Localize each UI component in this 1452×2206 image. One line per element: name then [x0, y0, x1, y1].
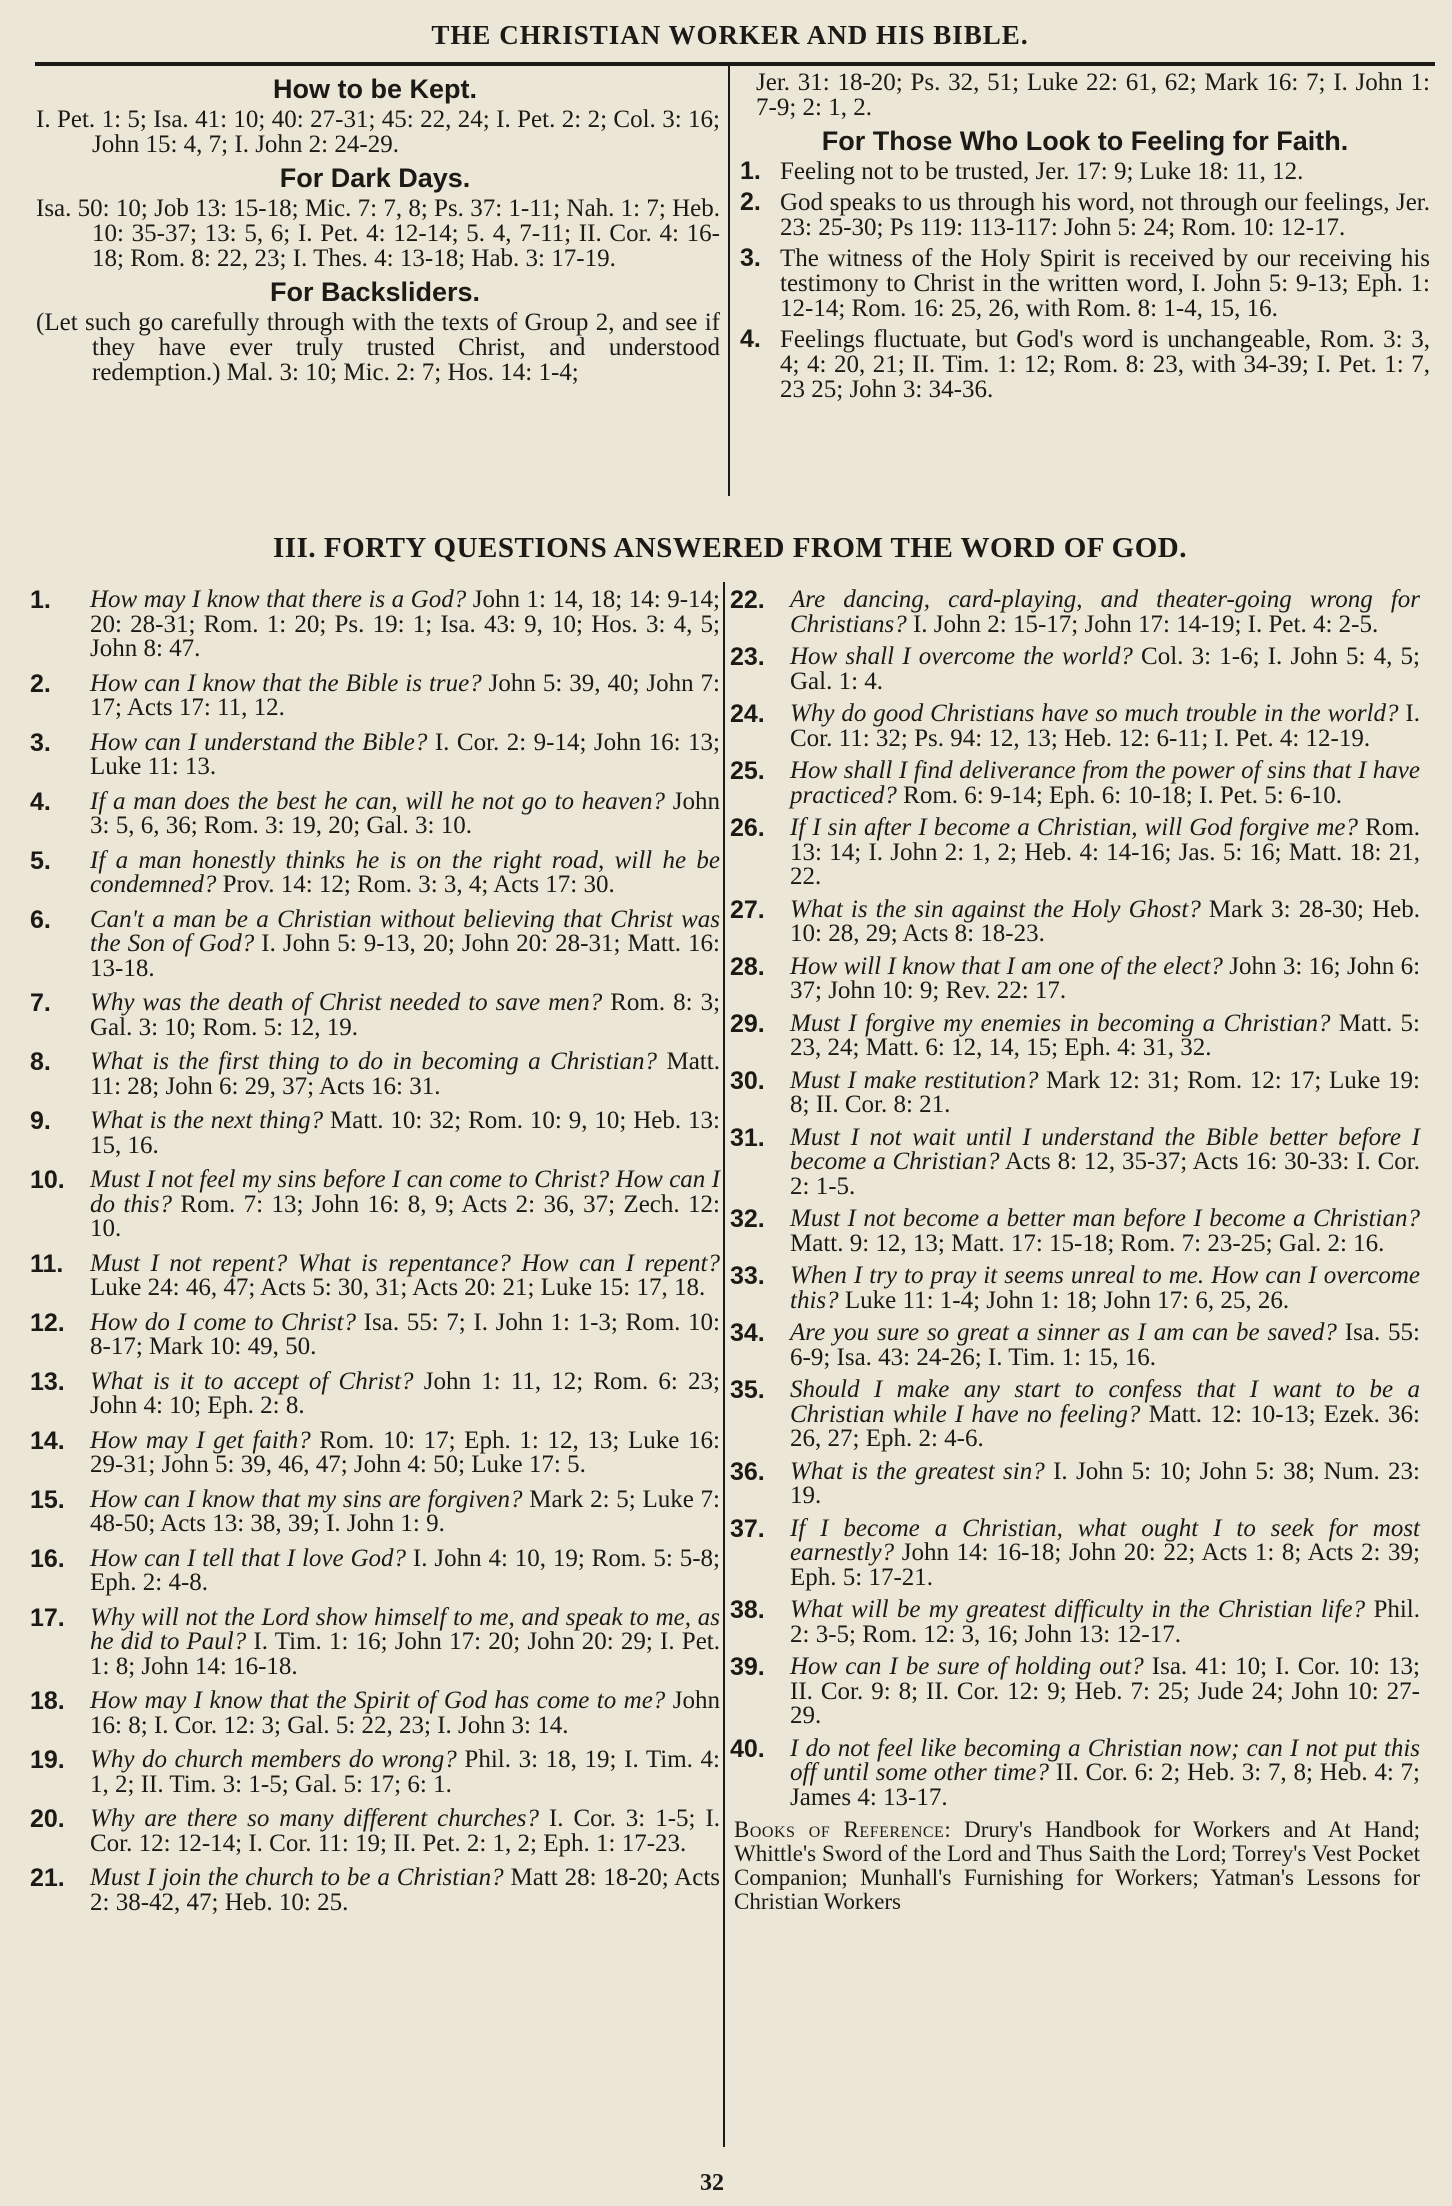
question-text: How can I know that the Bible is true? [90, 669, 482, 697]
question-references: I. John 4: 10, 19; Rom. 5: 5-8; Eph. 2: 4-8. [90, 1544, 720, 1596]
question-body [790, 895, 1420, 947]
question-text: Must I not feel my sins before I can come to Christ? How can I do this? [90, 1166, 720, 1218]
top-right-column [740, 70, 1430, 408]
question-item [730, 1514, 1420, 1591]
feeling-item [740, 246, 1430, 321]
item-text: Feelings fluctuate, but God's word is unchangeable, Rom. 3: 3, 4; 4: 20, 21; II. Tim. 1: 12; Rom. 8: 23, with 34-39; I. Pet. 1: 7, 23 25; John 3: 34-36. [780, 326, 1430, 403]
question-body [790, 1598, 1420, 1647]
question-number: 12. [30, 1308, 65, 1337]
question-text: Can't a man be a Christian without believing that Christ was the Son of God? [90, 905, 720, 957]
question-text: Why was the death of Christ needed to save men? [90, 989, 603, 1016]
question-item [730, 588, 1420, 637]
top-left-column [30, 70, 720, 391]
question-references: I. Cor. 3: 1-5; I. Cor. 12: 12-14; I. Cor. 11: 19; II. Pet. 2: 1, 2; Eph. 1: 17-23. [90, 1805, 721, 1857]
question-item [30, 1426, 720, 1478]
question-text: Must I make restitution? [790, 1066, 1039, 1094]
question-item [730, 816, 1420, 890]
question-references: Phil. 3: 18, 19; I. Tim. 4: 1, 2; II. Tim. 3: 1-5; Gal. 5: 17; 6: 1. [90, 1746, 720, 1798]
question-number: 28. [730, 952, 765, 981]
question-text: If I become a Christian, what ought I to seek for most earnestly? [790, 1514, 1420, 1566]
question-number: 2. [30, 669, 51, 698]
question-text: Are you sure so great a sinner as I am can be saved? [790, 1319, 1337, 1346]
question-item [730, 1378, 1420, 1452]
dark-days-heading: For Dark Days. [279, 163, 471, 193]
questions-left-column [30, 588, 720, 1925]
question-text: Why are there so many different churches? [90, 1805, 539, 1832]
question-item [730, 1734, 1421, 1811]
item-text: Feeling not to be trusted, Jer. 17: 9; Luke 18: 11, 12. [780, 158, 1304, 185]
question-body [90, 1367, 720, 1419]
question-body [90, 1807, 720, 1856]
feeling-item [740, 190, 1430, 240]
books-of-reference [730, 1818, 1420, 1914]
question-references: Mark 2: 5; Luke 7: 48-50; Acts 13: 38, 39; I. John 1: 9. [90, 1485, 721, 1537]
question-body [90, 1485, 721, 1537]
question-text: What will be my greatest difficulty in the Christian life? [790, 1596, 1366, 1623]
question-number: 29. [730, 1009, 765, 1038]
question-text: What is the next thing? [90, 1107, 324, 1134]
question-body [90, 905, 720, 982]
question-references: John 14: 16-18; John 20: 22; Acts 1: 8; Acts 2: 39; Eph. 5: 17-21. [790, 1539, 1420, 1591]
question-number: 1. [30, 586, 51, 614]
question-references: I. Tim. 1: 16; John 17: 20; John 20: 29; I. Pet. 1: 8; John 14: 16-18. [90, 1628, 720, 1680]
item-number: 2. [740, 188, 761, 216]
question-references: Rom. 6: 9-14; Eph. 6: 10-18; I. Pet. 5: 6-10. [896, 781, 1343, 809]
question-references: II. Cor. 6: 2; Heb. 3: 7, 8; Heb. 4: 7; James 4: 13-17. [790, 1759, 1421, 1811]
question-number: 17. [30, 1603, 65, 1632]
item-number: 3. [740, 244, 761, 272]
question-text: How can I tell that I love God? [90, 1544, 407, 1572]
question-body [790, 1734, 1421, 1811]
question-item [30, 1249, 720, 1301]
question-number: 38. [730, 1596, 765, 1624]
question-item [730, 1009, 1420, 1061]
item-number: 4. [740, 325, 761, 353]
question-number: 25. [730, 757, 765, 785]
question-item [30, 1689, 720, 1738]
question-text: How can I know that my sins are forgiven? [90, 1485, 523, 1513]
backsliders-heading: For Backsliders. [269, 277, 481, 307]
question-body [90, 991, 720, 1040]
question-item [30, 991, 720, 1040]
question-references: Isa. 55: 7; I. John 1: 1-3; Rom. 10: 8-17; Mark 10: 49, 50. [90, 1308, 720, 1360]
question-body [790, 588, 1420, 637]
item-text: God speaks to us through his word, not through our feelings, Jer. 23: 25-30; Ps 119: 113-117: John 5: 24; Rom. 10: 12-17. [780, 189, 1430, 241]
kept-text: I. Pet. 1: 5; Isa. 41: 10; 40: 27-31; 45: 22, 24; I. Pet. 2: 2; Col. 3: 16; John 15: 4, 7; I. John 2: 24-29. [36, 106, 720, 158]
question-text: Must I not wait until I understand the Bible better before I become a Christian? [790, 1123, 1420, 1175]
question-references: I. Cor. 2: 9-14; John 16: 13; Luke 11: 13. [90, 728, 720, 780]
question-item [730, 1207, 1420, 1256]
question-number: 31. [730, 1123, 765, 1152]
question-body [790, 952, 1421, 1004]
question-item [30, 1485, 721, 1537]
question-text: Why do church members do wrong? [90, 1746, 457, 1773]
question-item [30, 1168, 720, 1242]
question-text: What is the first thing to do in becoming a Christian? [90, 1048, 658, 1075]
feeling-item [740, 159, 1430, 184]
question-references: John 5: 39, 40; John 7: 17; Acts 17: 11, 12. [90, 669, 721, 721]
question-references: I. John 5: 9-13, 20; John 20: 28-31; Matt. 16: 13-18. [90, 930, 720, 982]
questions-right-column [730, 588, 1420, 1914]
question-body [790, 816, 1420, 890]
question-number: 30. [730, 1066, 765, 1095]
section-title: III. FORTY QUESTIONS ANSWERED FROM THE WORD OF GOD. [273, 532, 1187, 564]
question-item [730, 1321, 1420, 1370]
question-body [90, 1308, 720, 1360]
question-references: John 3: 16; John 6: 37; John 10: 9; Rev. 22: 17. [790, 952, 1421, 1004]
question-item [30, 588, 720, 662]
question-body [90, 1426, 720, 1478]
question-number: 32. [730, 1205, 765, 1233]
question-number: 37. [730, 1514, 765, 1543]
question-references: John 3: 5, 6, 36; Rom. 3: 19, 20; Gal. 3: 10. [90, 787, 720, 839]
question-item [30, 1308, 720, 1360]
question-number: 16. [30, 1544, 65, 1573]
question-text: How shall I overcome the world? [790, 643, 1133, 670]
question-number: 5. [30, 846, 51, 875]
question-number: 24. [730, 700, 765, 728]
question-body [90, 728, 720, 780]
question-text: How shall I find deliverance from the power of sins that I have practiced? [790, 757, 1420, 809]
question-text: I do not feel like becoming a Christian now; can I not put this off until some other time? [790, 1734, 1420, 1786]
question-number: 13. [30, 1367, 65, 1396]
question-item [30, 1367, 720, 1419]
question-item [730, 1655, 1420, 1729]
question-references: Isa. 41: 10; I. Cor. 10: 13; II. Cor. 9: 8; II. Cor. 12: 9; Heb. 7: 25; Jude 24; John 10: 27-29. [790, 1653, 1420, 1729]
question-body [790, 1066, 1420, 1118]
item-text: The witness of the Holy Spirit is received by our receiving his testimony to Christ in the written word, I. John 5: 9-13; Eph. 1: 12-14; Rom. 16: 25, 26, with Rom. 8: 1-4, 15, 16. [780, 245, 1430, 322]
question-body [90, 846, 720, 898]
question-body [90, 1168, 720, 1242]
question-references: Mark 3: 28-30; Heb. 10: 28, 29; Acts 8: 18-23. [790, 895, 1420, 947]
question-item [730, 952, 1421, 1004]
question-item [30, 905, 720, 982]
question-number: 14. [30, 1426, 65, 1455]
question-text: If a man does the best he can, will he not go to heaven? [90, 787, 666, 815]
question-number: 27. [730, 895, 765, 924]
question-item [30, 1544, 720, 1596]
question-body [90, 669, 721, 721]
question-number: 22. [730, 586, 765, 614]
question-references: John 16: 8; I. Cor. 12: 3; Gal. 5: 22, 23; I. John 3: 14. [90, 1687, 720, 1739]
question-text: Why will not the Lord show himself to me, and speak to me, as he did to Paul? [90, 1603, 720, 1655]
question-references: Rom. 13: 14; I. John 2: 1, 2; Heb. 4: 14-16; Jas. 5: 16; Matt. 18: 21, 22. [790, 814, 1420, 890]
question-text: If a man honestly thinks he is on the right road, will he be condemned? [90, 846, 720, 898]
question-text: What is it to accept of Christ? [90, 1367, 414, 1395]
question-item [730, 645, 1420, 694]
question-text: How will I know that I am one of the elect? [790, 952, 1223, 980]
question-text: How can I be sure of holding out? [790, 1653, 1144, 1680]
question-references: Rom. 10: 17; Eph. 1: 12, 13; Luke 16: 29-31; John 5: 39, 46, 47; John 4: 50; Luke 17: 5. [90, 1426, 720, 1478]
question-number: 4. [30, 787, 51, 816]
head-rule [35, 62, 1435, 66]
question-references: Matt. 9: 12, 13; Matt. 17: 15-18; Rom. 7: 23-25; Gal. 2: 16. [790, 1229, 1385, 1257]
backsliders-continued-text: Jer. 31: 18-20; Ps. 32, 51; Luke 22: 61, 62; Mark 16: 7; I. John 1: 7-9; 2: 1, 2. [756, 69, 1430, 121]
question-references: Matt. 12: 10-13; Ezek. 36: 26, 27; Eph. 2: 4-6. [790, 1400, 1420, 1452]
question-references: Prov. 14: 12; Rom. 3: 3, 4; Acts 17: 30. [216, 871, 615, 898]
question-item [30, 1748, 720, 1797]
question-text: How may I know that the Spirit of God has come to me? [90, 1687, 666, 1714]
question-references: I. John 5: 10; John 5: 38; Num. 23: 19. [790, 1457, 1421, 1509]
question-item [30, 1109, 720, 1158]
question-references: Matt. 5: 23, 24; Matt. 6: 12, 14, 15; Eph. 4: 31, 32. [790, 1009, 1420, 1061]
question-number: 10. [30, 1166, 65, 1194]
question-text: Why do good Christians have so much trouble in the world? [790, 700, 1399, 727]
references-label: Books of Reference: [734, 1817, 952, 1842]
question-item [30, 728, 720, 780]
question-references: Rom. 7: 13; John 16: 8, 9; Acts 2: 36, 37; Zech. 12: 10. [90, 1190, 720, 1242]
question-number: 34. [730, 1319, 765, 1347]
questions-right-list [730, 588, 1420, 1810]
question-references: Phil. 2: 3-5; Rom. 12: 3, 16; John 13: 12-17. [790, 1596, 1421, 1648]
question-references: Acts 8: 12, 35-37; Acts 16: 30-33: I. Cor. 2: 1-5. [790, 1148, 1420, 1200]
question-references: Mark 12: 31; Rom. 12: 17; Luke 19: 8; II. Cor. 8: 21. [790, 1066, 1420, 1118]
question-item [30, 787, 720, 839]
question-text: If I sin after I become a Christian, will God forgive me? [790, 814, 1359, 841]
question-text: What is the greatest sin? [790, 1457, 1045, 1485]
question-text: How may I get faith? [90, 1426, 311, 1454]
page-number: 32 [700, 2170, 724, 2196]
question-body [790, 759, 1420, 808]
question-body [790, 1514, 1420, 1591]
question-item [730, 1066, 1420, 1118]
question-number: 6. [30, 905, 51, 934]
question-body [90, 1603, 720, 1680]
question-references: I. John 2: 15-17; John 17: 14-19; I. Pet. 4: 2-5. [906, 610, 1379, 638]
question-body [90, 1249, 720, 1301]
question-number: 15. [30, 1485, 65, 1514]
question-item [30, 1866, 720, 1915]
question-item [730, 1598, 1420, 1647]
question-item [730, 1123, 1420, 1200]
question-body [790, 702, 1420, 751]
question-number: 19. [30, 1746, 65, 1774]
question-body [790, 1207, 1420, 1256]
question-number: 35. [730, 1376, 765, 1404]
item-number: 1. [740, 157, 761, 185]
question-text: How may I know that there is a God? [90, 586, 467, 613]
question-number: 23. [730, 643, 765, 671]
column-divider-questions [723, 582, 725, 2147]
question-number: 7. [30, 989, 51, 1017]
feeling-item [740, 327, 1430, 402]
question-references: Col. 3: 1-6; I. John 5: 4, 5; Gal. 1: 4. [790, 643, 1420, 695]
question-body [790, 1264, 1420, 1313]
question-number: 3. [30, 728, 51, 757]
question-references: Matt. 11: 28; John 6: 29, 37; Acts 16: 31. [90, 1048, 720, 1100]
question-body [790, 1321, 1420, 1370]
question-item [730, 1264, 1420, 1313]
question-item [730, 759, 1420, 808]
question-number: 20. [30, 1805, 65, 1833]
question-number: 11. [30, 1249, 64, 1278]
question-body [790, 1123, 1420, 1200]
question-body [90, 787, 720, 839]
question-text: Must I join the church to be a Christian? [90, 1864, 504, 1891]
question-body [790, 1009, 1420, 1061]
question-body [90, 1689, 720, 1738]
kept-heading: How to be Kept. [273, 74, 477, 104]
references-text: Drury's Handbook for Workers and At Hand; Whittle's Sword of the Lord and Thus Saith the Lord; Torrey's Vest Pocket Companion; Munhall's Furnishing for Workers; Yatman's Lessons for Christian Workers [734, 1817, 1420, 1914]
question-text: Are dancing, card-playing, and theater-going wrong for Christians? [790, 586, 1420, 638]
question-body [790, 645, 1420, 694]
question-references: John 1: 14, 18; 14: 9-14; 20: 28-31; Rom. 1: 20; Ps. 19: 1; Isa. 43: 9, 10; Hos. 3: 4, 5; John 8: 47. [90, 586, 720, 662]
question-references: Matt 28: 18-20; Acts 2: 38-42, 47; Heb. 10: 25. [90, 1864, 720, 1916]
question-body [90, 1544, 720, 1596]
question-references: Isa. 55: 6-9; Isa. 43: 24-26; I. Tim. 1: 15, 16. [790, 1319, 1420, 1371]
question-item [30, 846, 720, 898]
question-references: John 1: 11, 12; Rom. 6: 23; John 4: 10; Eph. 2: 8. [90, 1367, 720, 1419]
feeling-heading: For Those Who Look to Feeling for Faith. [821, 126, 1349, 156]
question-references: Matt. 10: 32; Rom. 10: 9, 10; Heb. 13: 15, 16. [90, 1107, 720, 1159]
question-body [90, 1109, 720, 1158]
question-number: 36. [730, 1457, 765, 1486]
question-text: Should I make any start to confess that I want to be a Christian while I have no feeling? [790, 1376, 1420, 1428]
question-number: 21. [30, 1864, 65, 1892]
question-references: Rom. 8: 3; Gal. 3: 10; Rom. 5: 12, 19. [90, 989, 721, 1041]
question-number: 8. [30, 1048, 51, 1076]
question-number: 40. [730, 1734, 765, 1763]
question-item [30, 1603, 720, 1680]
question-body [790, 1655, 1420, 1729]
question-number: 39. [730, 1653, 765, 1681]
question-number: 9. [30, 1107, 51, 1135]
question-item [30, 1050, 720, 1099]
question-number: 33. [730, 1262, 765, 1290]
question-body [790, 1457, 1421, 1509]
question-text: When I try to pray it seems unreal to me. How can I overcome this? [790, 1262, 1420, 1314]
question-number: 26. [730, 814, 765, 842]
running-head: THE CHRISTIAN WORKER AND HIS BIBLE. [431, 20, 1029, 50]
question-references: I. Cor. 11: 32; Ps. 94: 12, 13; Heb. 12: 6-11; I. Pet. 4: 12-19. [790, 700, 1420, 752]
question-body [90, 588, 720, 662]
backsliders-text: (Let such go carefully through with the texts of Group 2, and see if they have ever truly trusted Christ, and understood redemption.) Mal. 3: 10; Mic. 2: 7; Hos. 14: 1-4; [36, 309, 720, 386]
question-body [90, 1748, 720, 1797]
question-text: How can I understand the Bible? [90, 728, 428, 756]
question-item [730, 895, 1420, 947]
question-item [30, 1807, 720, 1856]
question-body [90, 1050, 720, 1099]
question-references: Luke 24: 46, 47; Acts 5: 30, 31; Acts 20: 21; Luke 15: 17, 18. [90, 1274, 706, 1301]
question-references: Luke 11: 1-4; John 1: 18; John 17: 6, 25, 26. [838, 1286, 1290, 1314]
question-item [730, 702, 1420, 751]
question-text: Must I not become a better man before I become a Christian? [790, 1205, 1420, 1232]
question-text: Must I forgive my enemies in becoming a Christian? [790, 1009, 1331, 1037]
question-text: How do I come to Christ? [90, 1308, 357, 1336]
question-body [790, 1378, 1420, 1452]
column-divider-top [728, 66, 730, 496]
question-item [730, 1457, 1421, 1509]
question-body [90, 1866, 720, 1915]
question-number: 18. [30, 1687, 65, 1715]
question-item [30, 669, 721, 721]
question-text: What is the sin against the Holy Ghost? [790, 895, 1201, 923]
question-text: Must I not repent? What is repentance? How can I repent? [90, 1249, 720, 1277]
dark-days-text: Isa. 50: 10; Job 13: 15-18; Mic. 7: 7, 8; Ps. 37: 1-11; Nah. 1: 7; Heb. 10: 35-37; 13: 5, 6; I. Pet. 4: 12-14; 5. 4, 7-11; II. Cor. 4: 16-18; Rom. 8: 22, 23; I. Thes. 4: 13-18; Hab. 3: 17-19. [36, 195, 720, 272]
